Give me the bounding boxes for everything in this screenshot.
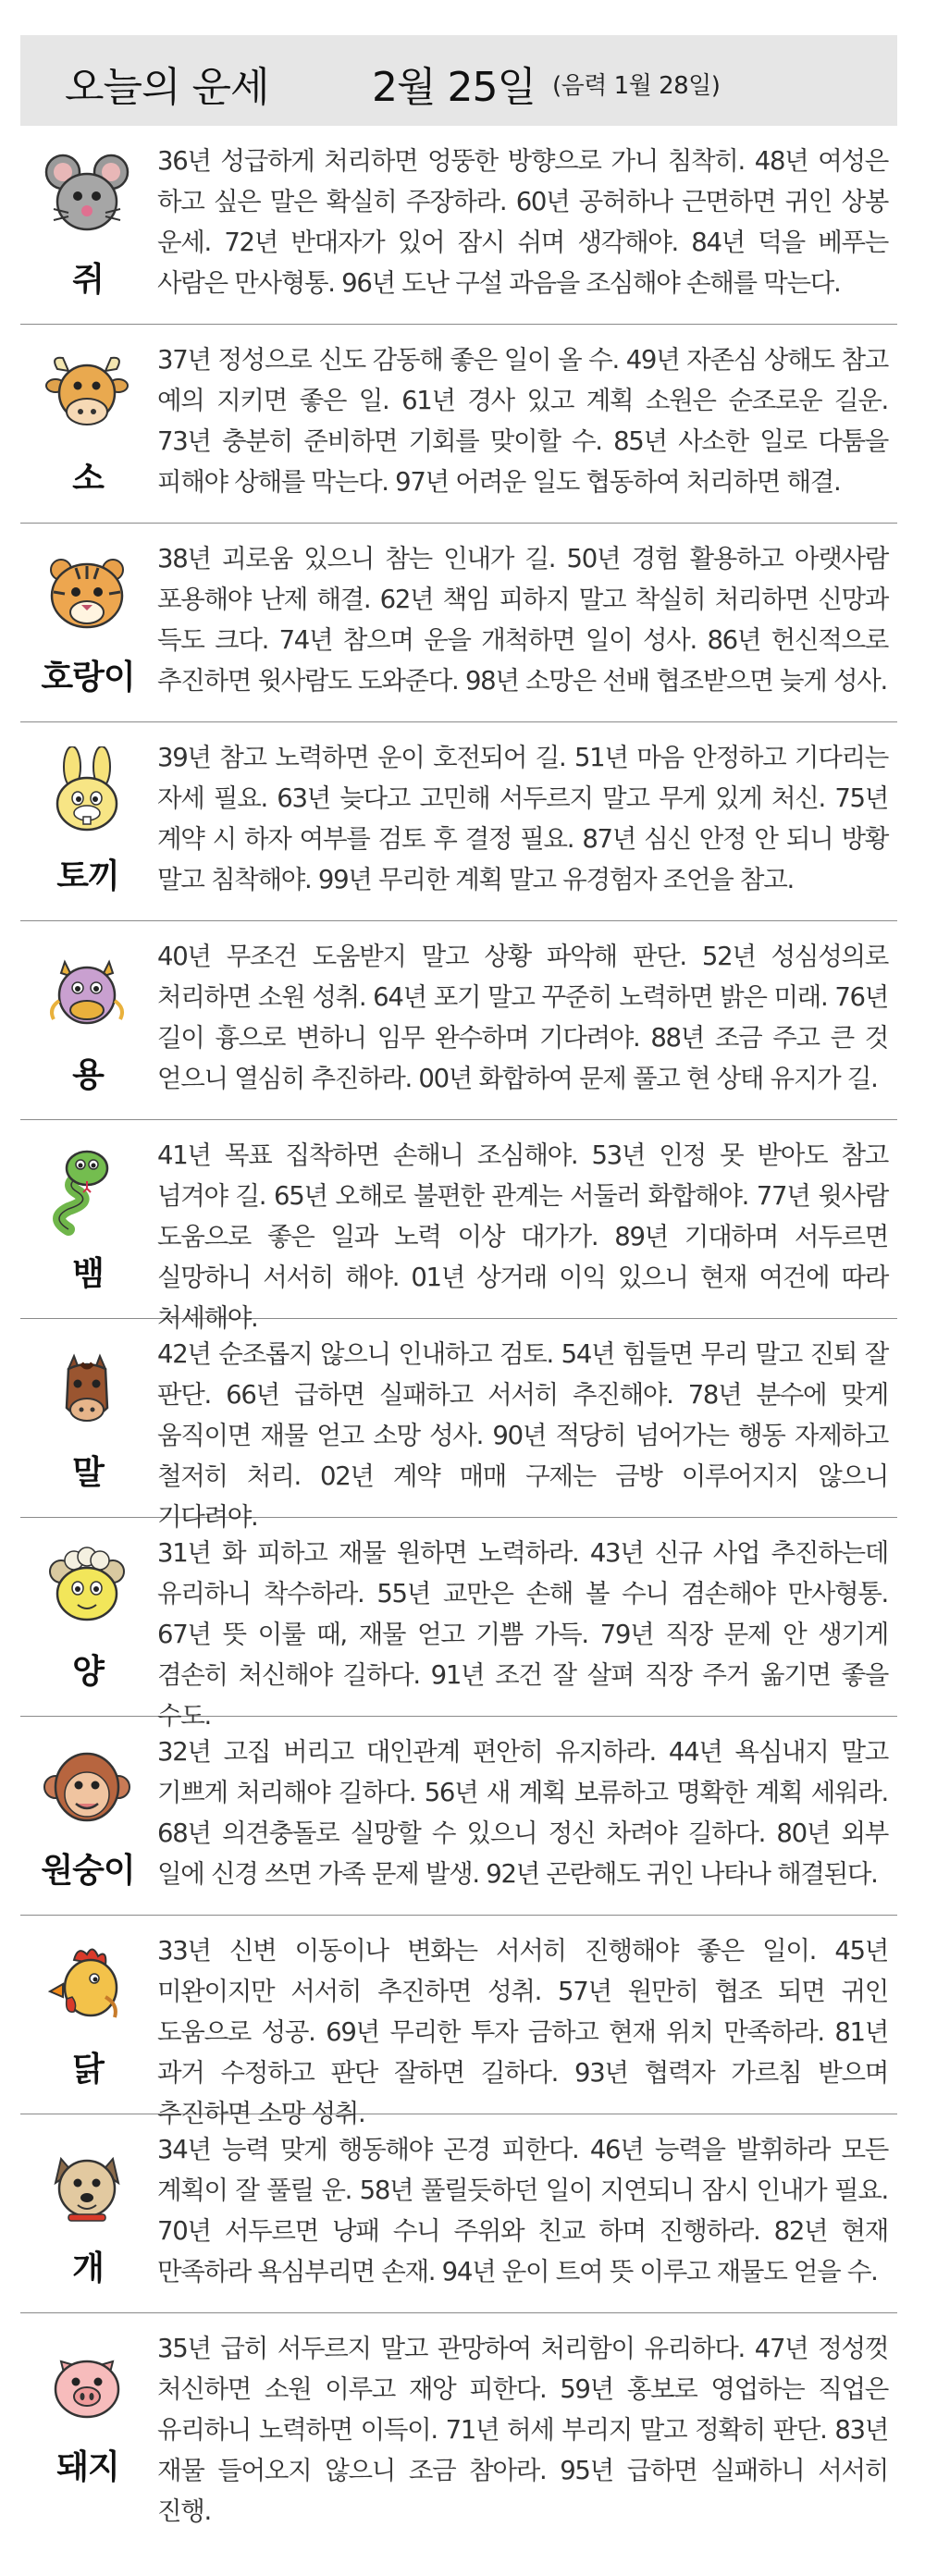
rabbit-icon [41, 746, 133, 839]
fortune-text: 41년 목표 집착하면 손해니 조심해야. 53년 인정 못 받아도 참고 넘겨야 길. 65년 오해로 불편한 관계는 서둘러 화합해야. 77년 윗사람 도움으로 좋은 일과 노력 이상 대가가. 89년 기대하며 서두르면 실망하니 서서히 해야. 01년 상거래 이익 있으니 현재 여건에 따라 처세해야. [157, 1140, 888, 1333]
entry-dragon [20, 921, 897, 1120]
lunar-date: (음력 1월 28일) [552, 72, 721, 100]
fortune-text: 33년 신변 이동이나 변화는 서서히 진행해야 좋은 일이. 45년 미완이지만 서서히 추진하면 성취. 57년 원만히 협조 되면 귀인 도움으로 성공. 69년 무리한 투자 금하고 현재 위치 만족하라. 81년 과거 수정하고 판단 잘하면 길하다. 93년 협력자 가르침 받으며 추진하면 소망 성취. [157, 1936, 888, 2128]
animal-name: 뱀 [72, 1255, 104, 1293]
animal-name: 용 [72, 1056, 104, 1094]
animal-cell [20, 722, 159, 920]
animal-name: 호랑이 [41, 659, 135, 696]
entry-snake [20, 1120, 897, 1333]
animal-name: 원숭이 [41, 1852, 135, 1890]
entry-rabbit [20, 722, 897, 921]
animal-cell [20, 126, 159, 324]
animal-cell [20, 2313, 159, 2511]
rat-icon [41, 150, 133, 242]
page-title: 오늘의 운세 [65, 64, 269, 111]
animal-cell [20, 2114, 159, 2312]
fortune-text: 35년 급히 서두르지 말고 관망하여 처리함이 유리하다. 47년 정성껏 처신하면 소원 이루고 재앙 피한다. 59년 홍보로 영업하는 직업은 유리하니 노력하면 이득이. 71년 허세 부리지 말고 정확히 판단. 83년 재물 들어오지 않으니 조금 참아라. 95년 급하면 실패하니 서서히 진행. [157, 2334, 888, 2526]
animal-cell [20, 921, 159, 1119]
entry-dog [20, 2114, 897, 2313]
animal-cell [20, 1120, 159, 1318]
animal-name: 쥐 [72, 261, 104, 299]
dog-icon [41, 2138, 133, 2231]
fortune-text: 42년 순조롭지 않으니 인내하고 검토. 54년 힘들면 무리 말고 진퇴 잘 판단. 66년 급하면 실패하고 서서히 추진해야. 78년 분수에 맞게 움직이면 재물 얻고 소망 성사. 90년 적당히 넘어가는 행동 자제하고 철저히 처리. 02년 계약 매매 구제는 금방 이루어지지 않으니 기다려야. [157, 1339, 888, 1532]
entry-pig [20, 2313, 897, 2526]
fortune-text: 40년 무조건 도움받지 말고 상황 파악해 판단. 52년 성심성의로 처리하면 소원 성취. 64년 포기 말고 꾸준히 노력하면 밝은 미래. 76년 길이 흉으로 변하니 임무 완수하며 기다려야. 88년 조금 주고 큰 것 얻으니 열심히 추진하라. 00년 화합하여 문제 풀고 현 상태 유지가 길. [157, 942, 888, 1093]
entry-sheep [20, 1518, 897, 1731]
dragon-icon [41, 945, 133, 1038]
rooster-icon [41, 1940, 133, 2032]
snake-icon [41, 1144, 133, 1237]
entry-horse [20, 1319, 897, 1532]
tiger-icon [41, 548, 133, 640]
animal-name: 말 [72, 1454, 104, 1492]
entry-ox [20, 325, 897, 524]
entry-monkey [20, 1717, 897, 1916]
animal-cell [20, 1717, 159, 1915]
animal-cell [20, 325, 159, 523]
animal-name: 토끼 [56, 857, 119, 895]
animal-cell [20, 524, 159, 721]
fortune-text: 34년 능력 맞게 행동해야 곤경 피한다. 46년 능력을 발휘하라 모든 계획이 잘 풀릴 운. 58년 풀릴듯하던 일이 지연되니 잠시 인내가 필요. 70년 서두르면 낭패 수니 주위와 친교 하며 진행하라. 82년 현재 만족하라 욕심부리면 손재. 94년 운이 트여 뜻 이루고 재물도 얻을 수. [157, 2135, 888, 2286]
entry-rooster [20, 1916, 897, 2128]
monkey-icon [41, 1741, 133, 1833]
fortune-text: 39년 참고 노력하면 운이 호전되어 길. 51년 마음 안정하고 기다리는 자세 필요. 63년 늦다고 고민해 서두르지 말고 무게 있게 처신. 75년 계약 시 하자 여부를 검토 후 결정 필요. 87년 심신 안정 안 되니 방황 말고 침착해야. 99년 무리한 계획 말고 유경험자 조언을 참고. [157, 743, 888, 894]
animal-cell [20, 1916, 159, 2114]
fortune-list [20, 126, 897, 2526]
fortune-text: 32년 고집 버리고 대인관계 편안히 유지하라. 44년 욕심내지 말고 기쁘게 처리해야 길하다. 56년 새 계획 보류하고 명확한 계획 세워라. 68년 의견충돌로 실망할 수 있으니 정신 차려야 길하다. 80년 외부 일에 신경 쓰면 가족 문제 발생. 92년 곤란해도 귀인 나타나 해결된다. [157, 1737, 888, 1889]
entry-rat [20, 126, 897, 325]
animal-name: 개 [72, 2249, 104, 2287]
horse-icon [41, 1343, 133, 1436]
pig-icon [41, 2337, 133, 2430]
animal-cell [20, 1518, 159, 1716]
fortune-text: 37년 정성으로 신도 감동해 좋은 일이 올 수. 49년 자존심 상해도 참고 예의 지키면 좋은 일. 61년 경사 있고 계획 소원은 순조로운 길운. 73년 충분히 준비하면 기회를 맞이할 수. 85년 사소한 일로 다툼을 피해야 상해를 막는다. 97년 어려운 일도 협동하여 처리하면 해결. [157, 345, 888, 497]
sheep-icon [41, 1542, 133, 1634]
fortune-text: 38년 괴로움 있으니 참는 인내가 길. 50년 경험 활용하고 아랫사람 포용해야 난제 해결. 62년 책임 피하지 말고 착실히 처리하면 신망과 득도 크다. 74년 참으며 운을 개척하면 일이 성사. 86년 헌신적으로 추진하면 윗사람도 도와준다. 98년 소망은 선배 협조받으면 늦게 성사. [157, 544, 888, 696]
header [20, 35, 897, 126]
date: 2월 25일 [372, 64, 536, 111]
animal-name: 돼지 [56, 2448, 119, 2486]
entry-tiger [20, 524, 897, 722]
fortune-text: 31년 화 피하고 재물 원하면 노력하라. 43년 신규 사업 추진하는데 유리하니 착수하라. 55년 교만은 손해 볼 수니 겸손해야 만사형통. 67년 뜻 이룰 때, 재물 얻고 기쁨 가득. 79년 직장 문제 안 생기게 겸손히 처신해야 길하다. 91년 조건 잘 살펴 직장 주거 옮기면 좋을 수도. [157, 1538, 888, 1731]
animal-name: 닭 [72, 2051, 104, 2089]
animal-name: 소 [72, 460, 104, 498]
ox-icon [41, 349, 133, 441]
fortune-text: 36년 성급하게 처리하면 엉뚱한 방향으로 가니 침착히. 48년 여성은 하고 싶은 말은 확실히 주장하라. 60년 공허하나 근면하면 귀인 상봉 운세. 72년 반대자가 있어 잠시 쉬며 생각해야. 84년 덕을 베푸는 사람은 만사형통. 96년 도난 구설 과음을 조심해야 손해를 막는다. [157, 146, 888, 298]
animal-name: 양 [72, 1653, 104, 1691]
animal-cell [20, 1319, 159, 1517]
